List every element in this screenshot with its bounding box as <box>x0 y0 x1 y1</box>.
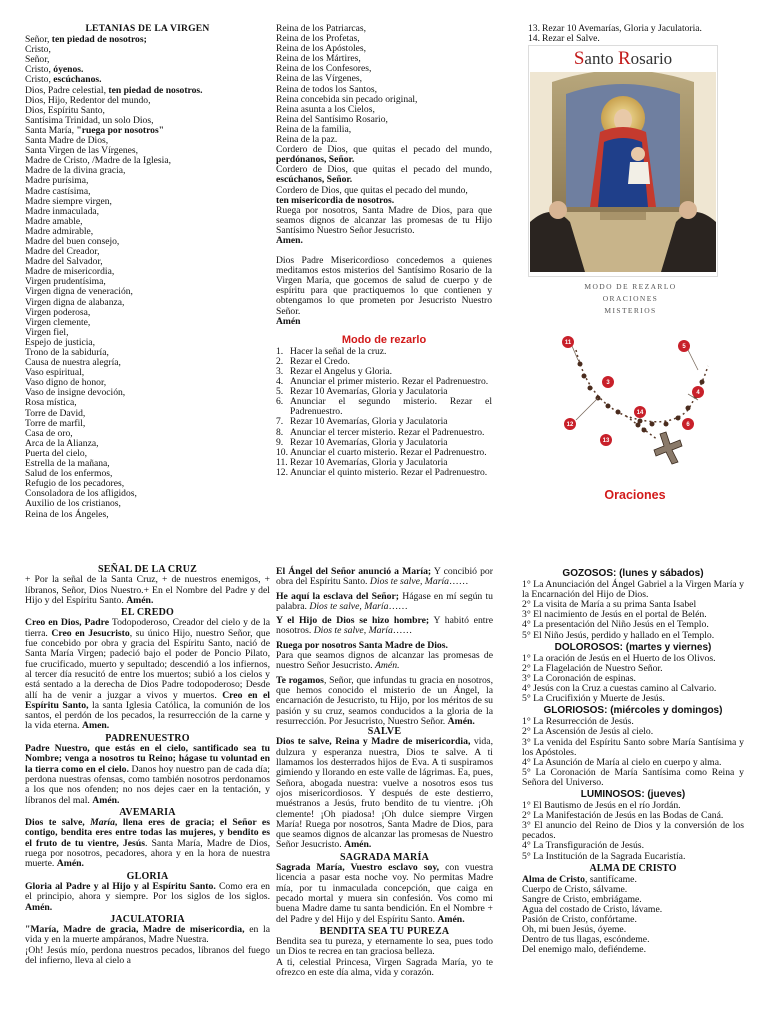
rosary-diagram <box>548 276 713 462</box>
letania-line: Cristo, escúchanos. <box>25 74 102 86</box>
step-text: Rezar 10 Avemarías, Gloria y Jaculatoria <box>290 386 448 398</box>
misterio-item: 5° La Institución de la Sagrada Eucaristía. <box>522 850 686 862</box>
misterio-item: 4° La presentación del Niño Jesús en el Templo. <box>522 619 709 631</box>
bead-label: 4 <box>696 390 700 396</box>
letania-line: Madre siempre virgen, <box>25 195 112 207</box>
gloriosos-list <box>522 717 744 788</box>
bead-label: 5 <box>682 344 686 350</box>
prayers-column-1 <box>25 565 270 966</box>
letanias-column-1 <box>25 24 270 520</box>
step-text: Hacer la señal de la cruz. <box>290 345 387 357</box>
misterios-column <box>522 567 744 955</box>
letania-line: Reina de los Confesores, <box>276 63 372 75</box>
step-text: Anunciar el tercer misterio. Rezar el Padrenuestro. <box>290 426 485 438</box>
sagrada-maria-title: SAGRADA MARÍA <box>340 851 429 863</box>
sagrada-maria-text: Sagrada María, Vuestro esclavo soy, con vuestra licencia a pasar esta noche voy. No permitas Madre mía, por tu inmaculada concepción, que caiga en pecado mortal y muera sin confesión. Vos como mi buena Madre dame tu santa bendición. En el Nombre + del Padre y del Hijo y del Espíritu Santo. Amén. <box>276 862 493 925</box>
letania-line: Madre de misericordia, <box>25 266 115 278</box>
modo-step <box>276 397 492 417</box>
letania-line: Cristo, <box>25 44 51 56</box>
misterio-item: 2° La Manifestación de Jesús en las Bodas de Caná. <box>522 810 724 822</box>
dolorosos-title: DOLOROSOS: (martes y viernes) <box>554 641 712 653</box>
letania-line: Torre de marfil, <box>25 417 86 429</box>
step-number: 9. <box>276 436 284 448</box>
letania-line: Dios, Hijo, Redentor del mundo, <box>25 94 151 106</box>
gloria-text: Gloria al Padre y al Hijo y al Espíritu Santo. Como era en el principio, ahora y siempre. Por los siglos de los siglos. Amén. <box>25 880 270 913</box>
alma-line: Alma de Cristo, santifícame. <box>522 873 637 885</box>
misterio-item: 1° La oración de Jesús en el Huerto de los Olivos. <box>522 652 716 664</box>
salve-title: SALVE <box>367 726 402 738</box>
step-number: 1. <box>276 345 284 357</box>
alma-line: Agua del costado de Cristo, lávame. <box>522 904 663 915</box>
letania-line: Reina de la familia, <box>276 123 352 135</box>
cordero-1: Cordero de Dios, que quitas el pecado del mundo, perdónanos, Señor. <box>276 144 492 166</box>
letania-line: Reina de la paz. <box>276 134 338 146</box>
bead-label: 12 <box>566 422 574 428</box>
avemaria-text: Dios te salve, María, llena eres de gracia; el Señor es contigo, bendita eres entre todas las mujeres, y bendito es el fruto de tu vientre, Jesús. Santa María, Madre de Dios, ruega por nosotros, pecadores, ahora y en la hora de nuestra muerte. Amén. <box>25 817 270 870</box>
letania-line: Madre amable, <box>25 215 83 227</box>
step-text: Rezar el Salve. <box>542 33 600 45</box>
letania-line: Rosa mística, <box>25 397 77 409</box>
letanias-list-1 <box>25 35 270 520</box>
letania-line: Trono de la sabiduría, <box>25 347 109 358</box>
senal-text: + Por la señal de la Santa Cruz, + de nuestros enemigos, + líbranos, Señor, Dios Nuestro.+ En el Nombre del Padre y del Hijo y del Espíritu Santo. Amén. <box>25 574 270 606</box>
angelus-5: Te rogamos, Señor, que infundas tu gracia en nosotros, que hemos conocido el misterio de un Ángel, la encarnación de Jesucristo, tu Hijo, por los méritos de su pasión y su cruz, seamos conducidos a la gloria de la resurrección. Por Jesucristo, Nuestro Señor. Amén. <box>276 674 493 727</box>
step-number: 13. <box>528 23 540 34</box>
letania-line: Santa Virgen de las Vírgenes, <box>25 145 139 157</box>
luminosos-list <box>522 801 744 862</box>
letania-line: Salud de los enfermos, <box>25 468 113 480</box>
modo-steps-top <box>528 24 728 44</box>
letania-line: Madre admirable, <box>25 225 94 237</box>
misterio-item: 1° El Bautismo de Jesús en el río Jordán. <box>522 800 681 812</box>
letania-line: Señor, <box>25 54 50 66</box>
step-number: 4. <box>276 376 284 388</box>
bendita-text-1: Bendita sea tu pureza, y eternamente lo sea, pues todo un Dios te recrea en tan graciosa belleza. <box>276 936 493 958</box>
prayers-column-2 <box>276 567 493 978</box>
letania-line: Reina de los Apóstoles, <box>276 43 367 55</box>
modo-step <box>276 468 492 478</box>
rosary-beads-diagram <box>548 320 713 465</box>
letania-line: Casa de oro, <box>25 427 73 439</box>
misterio-item: 3° La Coronación de espinas. <box>522 672 636 684</box>
letania-line: Refugio de los pecadores, <box>25 478 125 490</box>
step-text: Rezar 10 Avemarías, Gloria y Jaculatoria <box>290 436 448 448</box>
letania-line: Arca de la Alianza, <box>25 437 99 449</box>
step-text: Anunciar el quinto misterio. Rezar el Padrenuestro. <box>290 466 488 478</box>
letania-line: Virgen poderosa, <box>25 306 91 318</box>
letania-line: Madre del Creador, <box>25 246 100 258</box>
letania-line: Santísima Trinidad, un solo Dios, <box>25 114 154 126</box>
step-number: 7. <box>276 416 284 428</box>
letanias-column-2 <box>276 24 492 478</box>
angelus-2: He aquí la esclava del Señor; Hágase en mí según tu palabra. Dios te salve, María…… <box>276 590 493 612</box>
alma-line: Dentro de tus llagas, escóndeme. <box>522 934 650 946</box>
step-number: 12. <box>276 466 288 478</box>
step-number: 2. <box>276 355 284 367</box>
letania-line: Dios, Padre celestial, ten piedad de nosotros. <box>25 84 203 96</box>
bead-label: 6 <box>686 422 690 428</box>
step-text: Rezar el Credo. <box>290 355 350 367</box>
letania-line: Vaso de insigne devoción, <box>25 387 126 399</box>
modo-steps <box>276 347 492 478</box>
dolorosos-list <box>522 654 744 704</box>
step-number: 8. <box>276 426 284 438</box>
misterio-item: 4° La Transfiguración de Jesús. <box>522 840 644 852</box>
letania-line: Espejo de justicia, <box>25 336 96 348</box>
modo-title: Modo de rezarlo <box>341 333 427 346</box>
credo-title: EL CREDO <box>120 607 174 619</box>
letania-line: Reina de los Ángeles, <box>25 508 109 520</box>
letania-line: Causa de nuestra alegría, <box>25 357 121 369</box>
cordero-2: Cordero de Dios, que quitas el pecado del mundo, escúchanos, Señor. <box>276 164 492 186</box>
letania-line: Vaso espiritual, <box>25 367 85 379</box>
letania-line: Señor, ten piedad de nosotros; <box>25 34 147 46</box>
alma-line: Sangre de Cristo, embriágame. <box>522 893 642 905</box>
letania-line: Consoladora de los afligidos, <box>25 488 137 500</box>
letania-line: Torre de David, <box>25 407 86 419</box>
bead-label: 3 <box>606 380 610 386</box>
letania-line: Virgen clemente, <box>25 316 91 328</box>
step-number: 5. <box>276 386 284 398</box>
step-number: 6. <box>276 396 284 408</box>
luminosos-title: LUMINOSOS: (jueves) <box>580 788 686 800</box>
step-number: 11. <box>276 456 288 468</box>
angelus-1: El Ángel del Señor anunció a María; Y concibió por obra del Espíritu Santo. Dios te salve, María…… <box>276 566 493 588</box>
alma-lines <box>522 885 744 956</box>
misterio-item: 1° La Resurrección de Jesús. <box>522 716 634 728</box>
misterio-item: 1° La Anunciación del Ángel Gabriel a la Virgen María y la Encarnación del Hijo de Dios. <box>522 579 744 601</box>
misterio-item: 4° Jesús con la Cruz a cuestas camino al Calvario. <box>522 683 717 695</box>
jaculatoria-title: JACULATORIA <box>110 913 185 925</box>
step-text: Rezar el Angelus y Gloria. <box>290 366 393 377</box>
letania-line: Estrella de la mañana, <box>25 458 110 470</box>
misterio-item: 5° El Niño Jesús, perdido y hallado en el Templo. <box>522 629 715 641</box>
alma-line: Cuerpo de Cristo, sálvame. <box>522 883 628 895</box>
salve-text: Dios te salve, Reina y Madre de misericordia, vida, dulzura y esperanza nuestra, Dios te salve. A ti llamamos los desterrados hijos de Eva. A ti suspiramos gimiendo y llorando en este valle de lágrimas. Ea, pues, Señora, abogada nuestra: vuelve a nosotros esos tus ojos misericordiosos. Y después de este destierro, muéstranos a Jesús, fruto bendito de tu vientre. ¡Oh clemente! ¡Oh piadosa! ¡Oh dulce siempre Virgen María! Ruega por nosotros, Santa Madre de Dios, para que seamos dignos de alcanzar las promesas de Nuestro Señor Jesucristo. Amén. <box>276 736 493 851</box>
padrenuestro-title: PADRENUESTRO <box>105 732 190 744</box>
bead-label: 14 <box>636 410 644 416</box>
misterio-item: 2° La Flagelación de Nuestro Señor. <box>522 662 663 674</box>
bead-label: 13 <box>602 438 610 444</box>
bendita-text-2: A ti, celestial Princesa, Virgen Sagrada María, yo te ofrezco en este día alma, vida y corazón. <box>276 956 493 978</box>
letania-line: Vaso digno de honor, <box>25 377 107 389</box>
gozosos-title: GOZOSOS: (lunes y sábados) <box>562 568 704 579</box>
misterio-item: 5° La Crucifixión y Muerte de Jesús. <box>522 693 665 705</box>
letania-line: Reina concebida sin pecado original, <box>276 93 418 105</box>
step-text: Anunciar el cuarto misterio. Rezar el Padrenuestro. <box>290 446 487 458</box>
alma-line: Oh, mi buen Jesús, óyeme. <box>522 924 627 936</box>
modo-rezarlo-caption: MODO DE REZARLO <box>584 282 677 291</box>
bendita-title: BENDITA SEA TU PUREZA <box>319 925 450 937</box>
step-number: 10. <box>276 446 288 458</box>
step-text: Rezar 10 Avemarías, Gloria y Jaculatoria <box>290 456 448 468</box>
senal-title: SEÑAL DE LA CRUZ <box>97 564 198 575</box>
letania-line: Dios, Espíritu Santo, <box>25 104 105 116</box>
alma-line: Del enemigo malo, defiéndeme. <box>522 944 647 956</box>
letania-line: Puerta del cielo, <box>25 447 88 459</box>
padrenuestro-text: Padre Nuestro, que estás en el cielo, santificado sea tu Nombre; venga a nosotros tu Reino; hágase tu voluntad en la tierra como en el cielo. Danos hoy nuestro pan de cada día; perdona nuestras ofensas, como también nosotros perdonamos a los que nos ofenden; no nos dejes caer en la tentación, y líbranos del mal. Amén. <box>25 743 270 806</box>
angelus-3: Y el Hijo de Dios se hizo hombre; Y habitó entre nosotros. Dios te salve, María…… <box>276 615 494 637</box>
cordero-3: Cordero de Dios, que quitas el pecado del mundo, ten misericordia de nosotros. <box>276 184 468 206</box>
letania-line: Virgen digna de alabanza, <box>25 296 125 308</box>
letania-line: Cristo, óyenos. <box>25 64 84 76</box>
virgin-rosary-illustration <box>530 72 716 272</box>
letania-line: Madre del buen consejo, <box>25 235 120 247</box>
misterio-item: 4° La Asunción de María al cielo en cuerpo y alma. <box>522 756 722 768</box>
letania-line: Virgen fiel, <box>25 326 69 338</box>
letania-line: Reina del Santísimo Rosario, <box>276 113 388 125</box>
step-number: 3. <box>276 366 284 377</box>
santo-rosario-cover <box>528 45 718 277</box>
gozosos-list <box>522 580 744 641</box>
step-text: Rezar 10 Avemarías, Gloria y Jaculatoria. <box>542 23 702 34</box>
step-text: Anunciar el primer misterio. Rezar el Padrenuestro. <box>290 376 489 388</box>
letania-line: Virgen digna de veneración, <box>25 286 133 298</box>
letania-line: Virgen prudentísima, <box>25 276 106 288</box>
jaculatoria-text: "María, Madre de gracia, Madre de misericordia, en la vida y en la muerte ampáranos, Madre Nuestra. <box>25 924 271 946</box>
letania-line: Reina de los Profetas, <box>276 33 360 45</box>
misterio-item: 2° La Ascensión de Jesús al cielo. <box>522 726 654 738</box>
letania-line: Santa Madre de Dios, <box>25 135 109 147</box>
misterio-item: 2° La visita de María a su prima Santa Isabel <box>522 599 697 611</box>
letania-line: Madre castísima, <box>25 185 91 197</box>
cover-title: Santo Rosario <box>573 48 673 69</box>
alma-de-cristo-title: ALMA DE CRISTO <box>589 862 677 874</box>
oraciones-heading: Oraciones <box>604 488 666 502</box>
bead-label: 11 <box>564 340 572 346</box>
letanias-title: LETANIAS DE LA VIRGEN <box>85 23 210 34</box>
letania-line: Reina de los Patriarcas, <box>276 23 367 34</box>
letania-line: Madre purísima, <box>25 175 89 187</box>
modo-steps-continued <box>528 24 728 44</box>
letania-line: Reina de las Vírgenes, <box>276 73 362 85</box>
letania-line: Madre inmaculada, <box>25 205 100 217</box>
misterio-item: 5° La Coronación de María Santísima como Reina y Señora del Universo. <box>522 766 744 788</box>
letania-line: Reina de todos los Santos, <box>276 83 377 95</box>
step-number: 14. <box>528 33 540 45</box>
angelus-4: Ruega por nosotros Santa Madre de Dios. Para que seamos dignos de alcanzar las promesas de nuestro Señor Jesucristo. Amén. <box>276 639 493 672</box>
step-text: Rezar 10 Avemarías, Gloria y Jaculatoria <box>290 416 448 428</box>
oraciones-caption: ORACIONES <box>602 294 659 303</box>
step-text: Anunciar el segundo misterio. Rezar el Padrenuestro. <box>290 396 492 418</box>
misterio-item: 3° El anuncio del Reino de Dios y la conversión de los pecados. <box>522 820 744 842</box>
letania-line: Santa María, "ruega por nosotros" <box>25 124 165 136</box>
letanias-list-2 <box>276 24 492 145</box>
alma-line: Pasión de Cristo, confórtame. <box>522 914 637 926</box>
letania-line: Madre de la divina gracia, <box>25 165 126 177</box>
letania-line: Reina de los Mártires, <box>276 53 361 65</box>
gloriosos-title: GLORIOSOS: (miércoles y domingos) <box>543 705 723 717</box>
misterio-item: 3° El nacimiento de Jesús en el portal de Belén. <box>522 609 707 621</box>
avemaria-title: AVEMARIA <box>119 806 176 818</box>
letania-line: Reina asunta a los Cielos, <box>276 103 375 115</box>
dios-padre-text: Dios Padre Misericordioso concedemos a quienes meditamos estos misterios del Santísimo Rosario de la Virgen María, que gocemos de salud de cuerpo y de espíritu para que practiquemos lo que contienen y obtengamos lo que prometen por Jesucristo Nuestro Señor. Amén <box>276 255 492 327</box>
misterio-item: 3° La venida del Espíritu Santo sobre María Santísima y los Apóstoles. <box>522 736 744 758</box>
modo-step <box>528 34 728 44</box>
misterios-caption: MISTERIOS <box>604 306 657 315</box>
ruega-text: Ruega por nosotros, Santa Madre de Dios, para que seamos dignos de alcanzar las promesas de tu Hijo Santísimo Nuestro Señor Jesucristo. Amen. <box>276 204 492 246</box>
jaculatoria-text-2: ¡Oh! Jesús mío, perdona nuestros pecados, líbranos del fuego del infierno, lleva al cielo a <box>25 944 270 966</box>
credo-text: Creo en Dios, Padre Todopoderoso, Creador del cielo y de la tierra. Creo en Jesucristo, su único Hijo, nuestro Señor, que fue concebido por obra y gracia del Espíritu Santo, nació de Santa María Virgen; padeció bajo el poder de Poncio Pilato, fue crucificado, muerto y sepultado; descendió a los infiernos, al tercer día resucitó de entre los muertos; subió a los cielos y está sentado a la derecha de Dios Padre todopoderoso; Desde allí ha de venir a juzgar a vivos y muertos. Creo en el Espíritu Santo, la santa Iglesia Católica, la comunión de los santos, el perdón de los pecados, la resurrección de la carne y la vida eterna. Amen. <box>25 617 271 732</box>
bead-markers <box>562 336 704 446</box>
gloria-title: GLORIA <box>126 870 169 882</box>
letania-line: Auxilio de los cristianos, <box>25 498 121 510</box>
letania-line: Madre del Salvador, <box>25 256 103 268</box>
letania-line: Madre de Cristo, /Madre de la Iglesia, <box>25 155 171 167</box>
